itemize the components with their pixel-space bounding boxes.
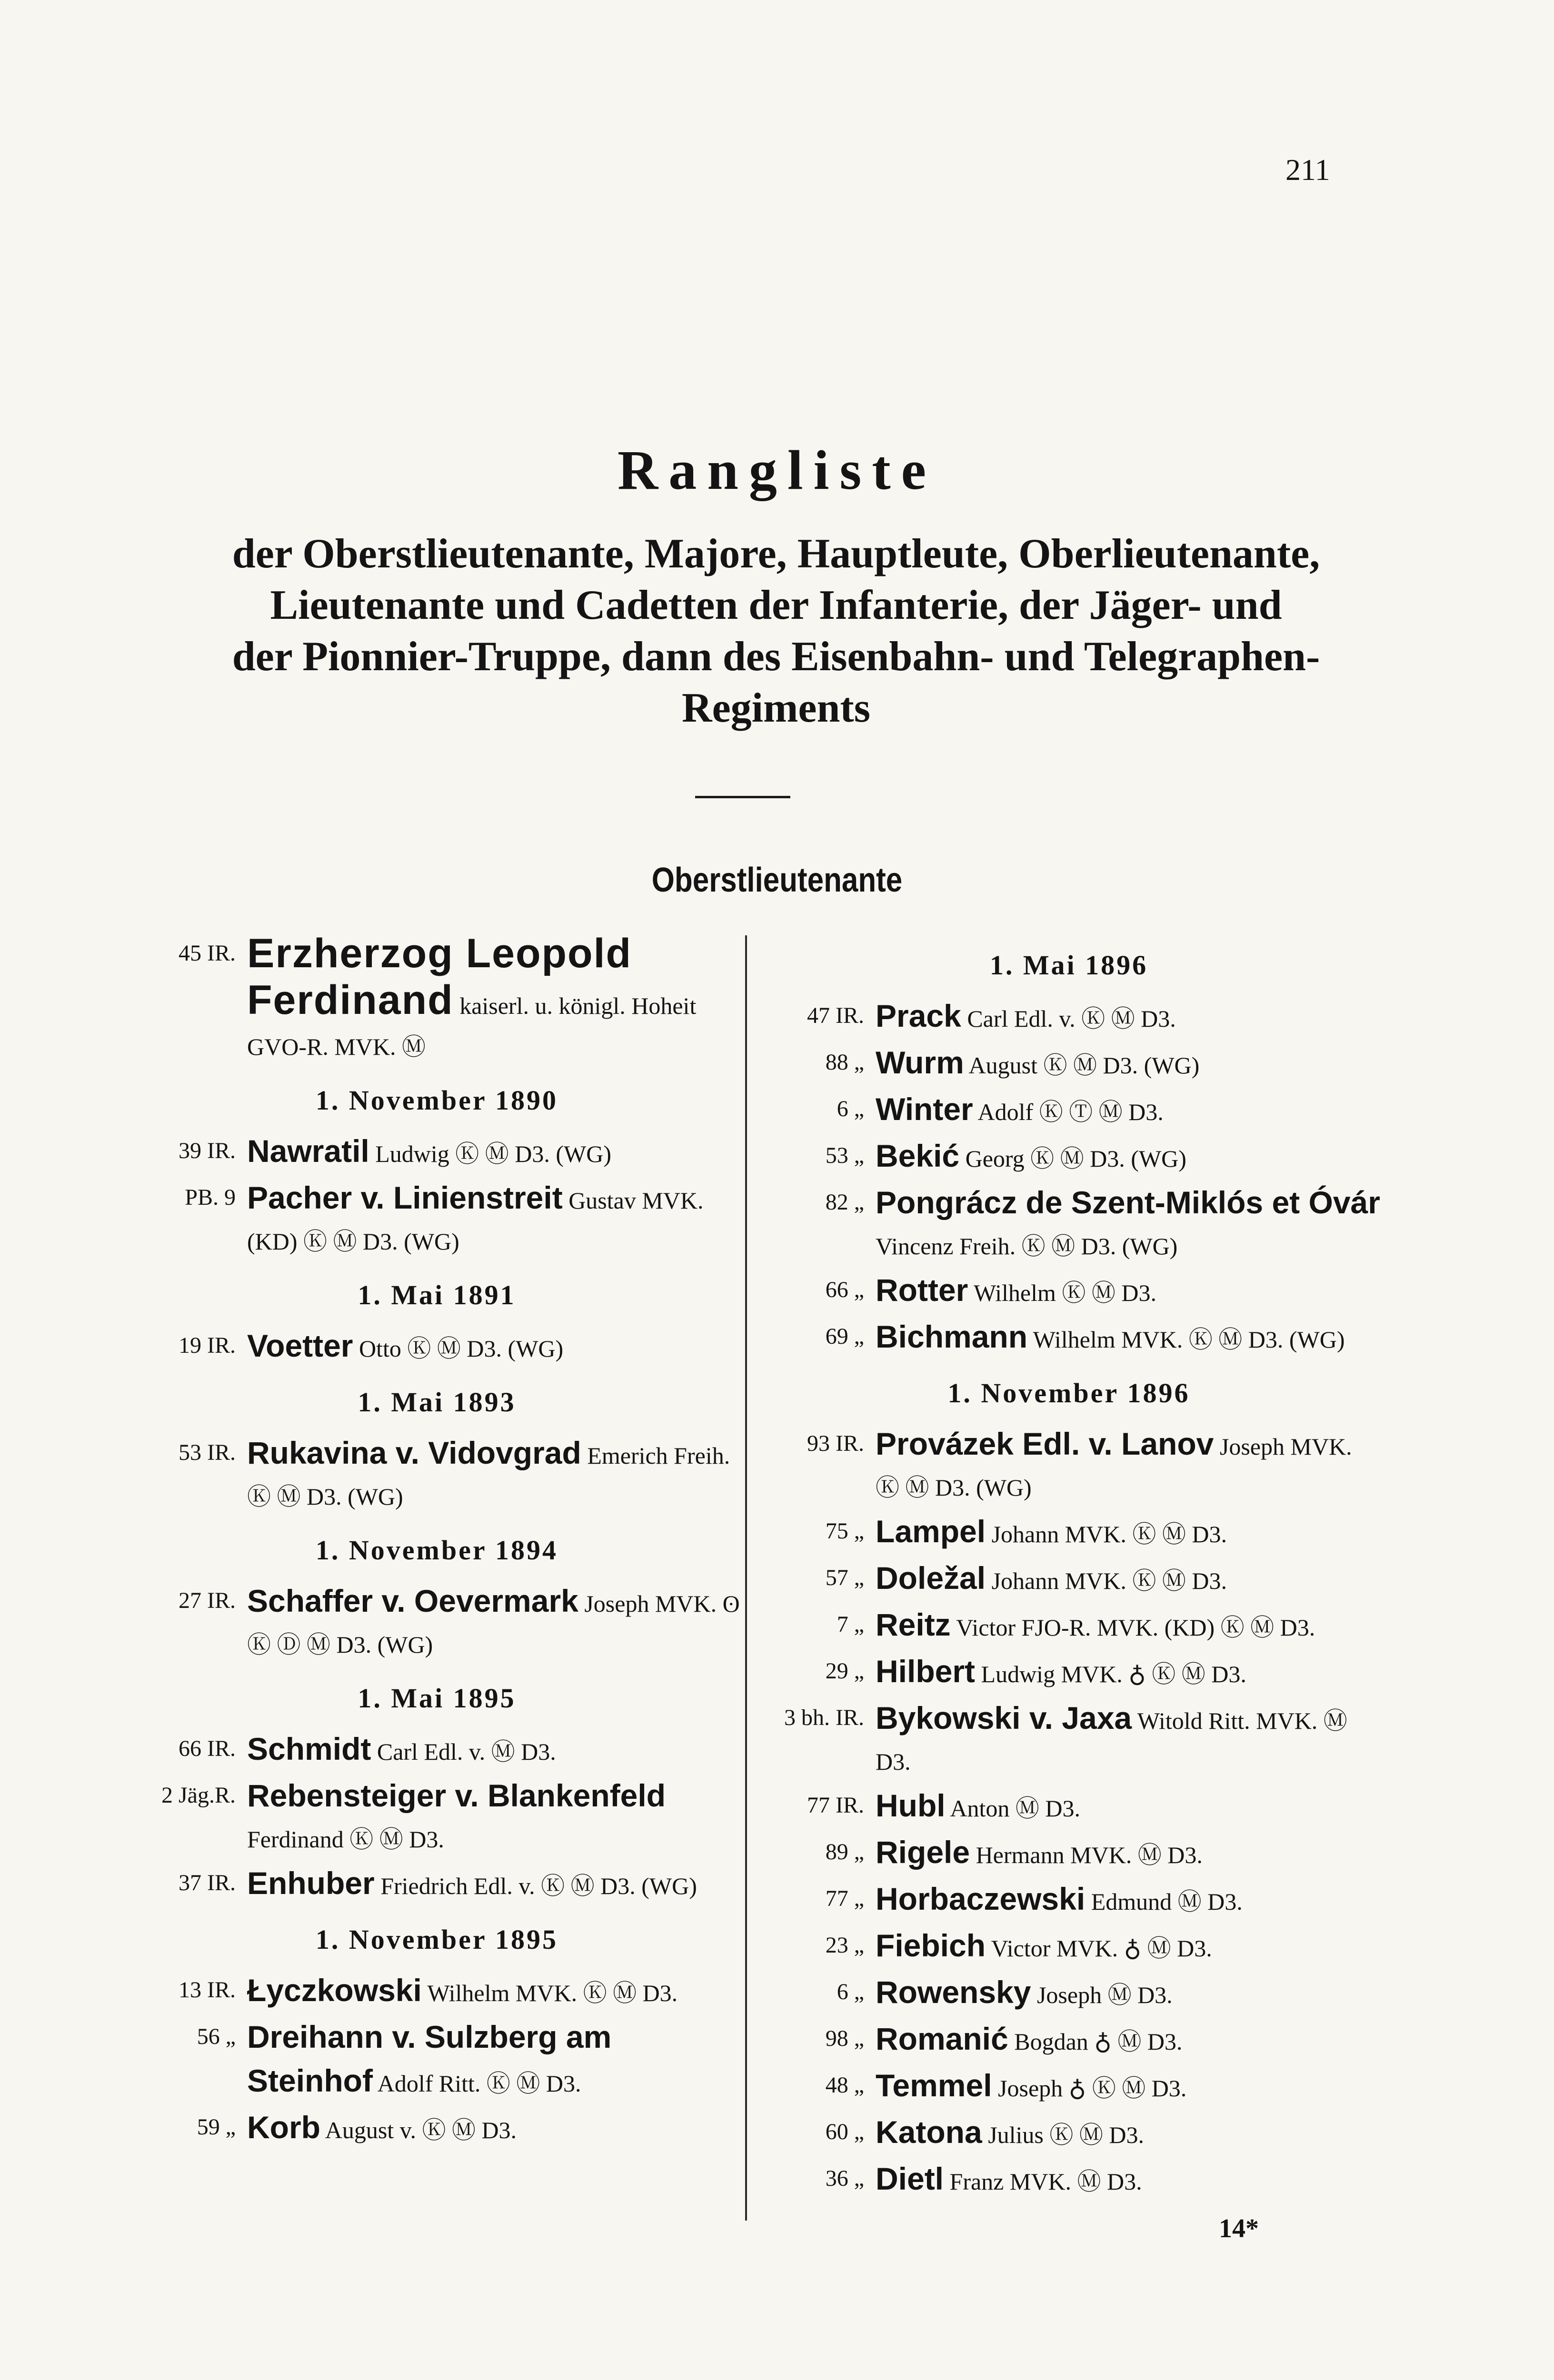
officer-name: Korb <box>247 2110 320 2145</box>
officer-name: Fiebich <box>876 1928 986 1963</box>
date-group <box>757 1377 1381 2202</box>
unit-label: 77 IR. <box>807 1793 864 1818</box>
sheet-signature: 14* <box>1219 2214 1259 2243</box>
officer-entry <box>757 1269 1381 1313</box>
officer-details: Witold Ritt. MVK. Ⓜ D3. <box>876 1707 1347 1775</box>
unit-label: 37 IR. <box>179 1870 236 1895</box>
officer-name: Doležal <box>876 1560 986 1596</box>
officer-entry <box>129 1970 745 2013</box>
officer-name: Katona <box>876 2114 982 2150</box>
date-group <box>129 1924 745 2151</box>
entry-text <box>876 1423 1381 1508</box>
officer-entry <box>757 1697 1381 1782</box>
unit-label: 47 IR. <box>807 1003 864 1028</box>
officer-name: Rowensky <box>876 1974 1031 2010</box>
unit-label: 88 „ <box>825 1050 864 1075</box>
officer-entry <box>129 1863 745 1906</box>
officer-details: Victor FJO-R. MVK. (KD) Ⓚ Ⓜ D3. <box>956 1614 1315 1641</box>
unit-label: 89 „ <box>825 1839 864 1864</box>
unit-label: 29 „ <box>825 1658 864 1684</box>
officer-name: Temmel <box>876 2068 992 2103</box>
officer-details: Ludwig MVK. ♁ Ⓚ Ⓜ D3. <box>981 1661 1246 1687</box>
officer-entry <box>757 1651 1381 1695</box>
unit-label: 6 „ <box>837 1979 864 2004</box>
unit-label: PB. 9 <box>185 1185 236 1210</box>
unit-label: 60 „ <box>825 2119 864 2144</box>
officer-details: Johann MVK. Ⓚ Ⓜ D3. <box>991 1521 1227 1547</box>
officer-details: Wilhelm MVK. Ⓚ Ⓜ D3. <box>427 1980 678 2006</box>
officer-name: Erzherzog Leopold Ferdinand <box>247 931 632 1023</box>
left-column <box>129 933 745 2168</box>
entry-text <box>247 1863 745 1906</box>
officer-name: Pacher v. Linienstreit <box>247 1180 563 1215</box>
date-group <box>129 1279 745 1369</box>
officer-entry <box>757 1423 1381 1508</box>
entry-text <box>247 933 745 1067</box>
officer-entry <box>757 1972 1381 2015</box>
officer-entry <box>129 2107 745 2151</box>
unit-label: 93 IR. <box>807 1431 864 1456</box>
officer-entry <box>757 2158 1381 2202</box>
entry-text <box>876 2112 1381 2155</box>
entry-text <box>876 1135 1381 1179</box>
officer-name: Dietl <box>876 2161 944 2196</box>
officer-name: Provázek Edl. v. Lanov <box>876 1426 1214 1461</box>
entry-text <box>876 1089 1381 1132</box>
officer-details: Adolf Ⓚ Ⓣ Ⓜ D3. <box>977 1099 1164 1125</box>
entry-text <box>876 1182 1381 1267</box>
officer-name: Horbaczewski <box>876 1881 1086 1916</box>
officer-details: Joseph Ⓜ D3. <box>1036 1982 1173 2008</box>
unit-label: 69 „ <box>825 1324 864 1349</box>
unit-label: 66 „ <box>825 1277 864 1302</box>
officer-name: Reitz <box>876 1607 951 1642</box>
unit-label: 75 „ <box>825 1518 864 1544</box>
officer-entry <box>757 1511 1381 1555</box>
seniority-date: 1. November 1894 <box>315 1535 558 1566</box>
officer-details: Ferdinand Ⓚ Ⓜ D3. <box>247 1826 444 1853</box>
entry-text <box>876 1878 1381 1922</box>
entry-text <box>247 1325 745 1369</box>
unit-label: 53 „ <box>825 1143 864 1168</box>
unit-label: 3 bh. IR. <box>784 1705 864 1730</box>
officer-details: Otto Ⓚ Ⓜ D3. (WG) <box>359 1335 564 1362</box>
date-group <box>129 1534 745 1665</box>
page-number: 211 <box>1285 153 1330 187</box>
officer-details: Carl Edl. v. Ⓚ Ⓜ D3. <box>967 1005 1176 1032</box>
entry-text <box>876 1832 1381 1875</box>
officer-entry <box>757 1135 1381 1179</box>
unit-label: 59 „ <box>197 2114 236 2140</box>
officer-details: kaiserl. u. königl. Hoheit GVO-R. MVK. Ⓜ <box>247 992 697 1060</box>
officer-entry <box>129 2016 745 2104</box>
entry-text <box>247 1728 745 1772</box>
entry-text <box>876 1042 1381 1086</box>
seniority-date: 1. November 1895 <box>315 1924 558 1955</box>
page-subtitle <box>181 528 1371 734</box>
entry-text <box>876 1972 1381 2015</box>
unit-label: 19 IR. <box>179 1333 236 1358</box>
officer-entry <box>757 1182 1381 1267</box>
entry-text <box>876 2018 1381 2062</box>
entry-text <box>876 1316 1381 1360</box>
officer-name: Dreihann v. Sulzberg am Steinhof <box>247 2019 612 2098</box>
page-title: Rangliste <box>618 439 936 501</box>
entry-text <box>247 1432 745 1517</box>
officer-details: Julius Ⓚ Ⓜ D3. <box>988 2122 1144 2148</box>
entry-text <box>247 1177 745 1262</box>
section-heading: Oberstlieutenante <box>651 861 903 899</box>
officer-name: Hubl <box>876 1788 946 1823</box>
officer-name: Lampel <box>876 1514 986 1549</box>
unit-label: 2 Jäg.R. <box>161 1783 236 1808</box>
officer-entry <box>757 1316 1381 1360</box>
officer-entry <box>129 1432 745 1517</box>
entry-text <box>247 1130 745 1174</box>
unit-label: 13 IR. <box>179 1977 236 2003</box>
officer-entry <box>757 1878 1381 1922</box>
column-divider <box>745 935 747 2221</box>
officer-name: Nawratil <box>247 1133 369 1169</box>
officer-entry <box>757 1557 1381 1601</box>
officer-details: Wilhelm Ⓚ Ⓜ D3. <box>973 1279 1156 1306</box>
unit-label: 23 „ <box>825 1933 864 1958</box>
unit-label: 48 „ <box>825 2073 864 2098</box>
officer-details: Victor MVK. ♁ Ⓜ D3. <box>991 1935 1212 1962</box>
officer-name: Pongrácz de Szent-Miklós et Óvár <box>876 1185 1380 1220</box>
officer-details: Anton Ⓜ D3. <box>950 1795 1080 1822</box>
entry-text <box>247 2016 745 2104</box>
unit-label: 77 „ <box>825 1886 864 1911</box>
officer-details: Joseph MVK. Ⓚ Ⓜ D3. (WG) <box>876 1433 1352 1501</box>
officer-name: Prack <box>876 998 961 1033</box>
officer-entry <box>129 1130 745 1174</box>
unit-label: 36 „ <box>825 2166 864 2191</box>
officer-entry <box>757 1785 1381 1829</box>
entry-text <box>247 1580 745 1665</box>
officer-details: Friedrich Edl. v. Ⓚ Ⓜ D3. (WG) <box>380 1873 697 1899</box>
officer-entry <box>757 1042 1381 1086</box>
date-group <box>129 1084 745 1262</box>
officer-entry <box>129 933 745 1067</box>
officer-name: Bichmann <box>876 1319 1028 1354</box>
officer-details: Joseph MVK. ʘ Ⓚ Ⓓ Ⓜ D3. (WG) <box>247 1590 740 1658</box>
entry-text <box>876 1604 1381 1648</box>
subtitle-line: der Oberstlieutenante, Majore, Hauptleute, Oberlieutenante, <box>232 531 1320 577</box>
entry-text <box>876 1557 1381 1601</box>
entry-text <box>876 1651 1381 1695</box>
officer-entry <box>757 1089 1381 1132</box>
entry-text <box>876 1785 1381 1829</box>
officer-name: Rukavina v. Vidovgrad <box>247 1435 581 1470</box>
officer-entry <box>757 2018 1381 2062</box>
officer-details: Vincenz Freih. Ⓚ Ⓜ D3. (WG) <box>876 1233 1178 1259</box>
officer-entry <box>757 2065 1381 2109</box>
title-rule <box>695 796 790 798</box>
date-group <box>757 949 1381 1360</box>
officer-details: August v. Ⓚ Ⓜ D3. <box>325 2117 517 2143</box>
seniority-date: 1. Mai 1895 <box>358 1683 516 1714</box>
entry-text <box>876 2158 1381 2202</box>
officer-details: Edmund Ⓜ D3. <box>1091 1888 1243 1915</box>
date-group <box>129 1386 745 1517</box>
officer-entry <box>129 1177 745 1262</box>
officer-name: Voetter <box>247 1328 353 1363</box>
subtitle-line: Lieutenante und Cadetten der Infanterie, der Jäger- und <box>270 582 1282 628</box>
officer-name: Schaffer v. Oevermark <box>247 1583 578 1618</box>
officer-details: Ludwig Ⓚ Ⓜ D3. (WG) <box>375 1140 612 1167</box>
officer-name: Rebensteiger v. Blankenfeld <box>247 1778 666 1813</box>
officer-details: Bogdan ♁ Ⓜ D3. <box>1014 2028 1183 2055</box>
entry-text <box>876 1697 1381 1782</box>
entry-text <box>876 2065 1381 2109</box>
officer-details: Johann MVK. Ⓚ Ⓜ D3. <box>991 1567 1227 1594</box>
officer-details: Wilhelm MVK. Ⓚ Ⓜ D3. (WG) <box>1033 1326 1345 1353</box>
seniority-date: 1. November 1896 <box>947 1378 1190 1408</box>
unit-label: 7 „ <box>837 1612 864 1637</box>
seniority-date: 1. November 1890 <box>315 1085 558 1116</box>
officer-entry <box>129 1580 745 1665</box>
officer-details: Adolf Ritt. Ⓚ Ⓜ D3. <box>377 2070 581 2097</box>
officer-entry <box>129 1728 745 1772</box>
unit-label: 56 „ <box>197 2024 236 2049</box>
officer-name: Schmidt <box>247 1731 371 1766</box>
unit-label: 66 IR. <box>179 1736 236 1761</box>
officer-name: Rotter <box>876 1272 968 1308</box>
entry-text <box>247 1970 745 2013</box>
officer-details: Emerich Freih. Ⓚ Ⓜ D3. (WG) <box>247 1442 730 1510</box>
officer-details: Franz MVK. Ⓜ D3. <box>949 2168 1142 2195</box>
unit-label: 39 IR. <box>179 1138 236 1163</box>
officer-name: Bykowski v. Jaxa <box>876 1700 1132 1735</box>
officer-name: Łyczkowski <box>247 1973 422 2008</box>
officer-entry <box>757 1604 1381 1648</box>
entry-text <box>876 1511 1381 1555</box>
officer-entry <box>757 2112 1381 2155</box>
date-group <box>129 1682 745 1906</box>
officer-details: Gustav MVK. (KD) Ⓚ Ⓜ D3. (WG) <box>247 1187 704 1255</box>
entry-text <box>876 995 1381 1039</box>
unit-label: 27 IR. <box>179 1588 236 1613</box>
officer-name: Hilbert <box>876 1654 976 1689</box>
unit-label: 98 „ <box>825 2026 864 2051</box>
officer-details: Joseph ♁ Ⓚ Ⓜ D3. <box>998 2075 1187 2102</box>
unit-label: 53 IR. <box>179 1440 236 1465</box>
entry-text <box>876 1269 1381 1313</box>
seniority-date: 1. Mai 1891 <box>358 1279 516 1310</box>
entry-text <box>247 1775 745 1860</box>
officer-details: Georg Ⓚ Ⓜ D3. (WG) <box>965 1145 1186 1172</box>
officer-name: Enhuber <box>247 1865 375 1901</box>
officer-details: Carl Edl. v. Ⓜ D3. <box>377 1738 556 1765</box>
officer-details: Hermann MVK. Ⓜ D3. <box>976 1842 1203 1868</box>
unit-label: 57 „ <box>825 1565 864 1590</box>
officer-name: Winter <box>876 1091 973 1127</box>
seniority-date: 1. Mai 1893 <box>358 1387 516 1418</box>
officer-entry <box>757 1925 1381 1969</box>
officer-entry <box>757 1832 1381 1875</box>
officer-name: Bekić <box>876 1138 960 1173</box>
seniority-date: 1. Mai 1896 <box>989 950 1148 981</box>
officer-name: Wurm <box>876 1045 964 1080</box>
subtitle-line: der Pionnier-Truppe, dann des Eisenbahn- und Telegraphen- <box>232 634 1320 680</box>
unit-label: 6 „ <box>837 1096 864 1121</box>
officer-entry <box>757 995 1381 1039</box>
entry-text <box>247 2107 745 2151</box>
officer-name: Romanić <box>876 2021 1008 2056</box>
entry-text <box>876 1925 1381 1969</box>
officer-entry <box>129 1775 745 1860</box>
officer-entry <box>129 1325 745 1369</box>
date-group <box>129 933 745 1067</box>
unit-label: 82 „ <box>825 1190 864 1215</box>
right-column <box>757 933 1381 2219</box>
officer-details: August Ⓚ Ⓜ D3. (WG) <box>968 1052 1200 1079</box>
unit-label: 45 IR. <box>179 941 236 966</box>
officer-name: Rigele <box>876 1835 970 1870</box>
subtitle-line: Regiments <box>682 685 870 731</box>
